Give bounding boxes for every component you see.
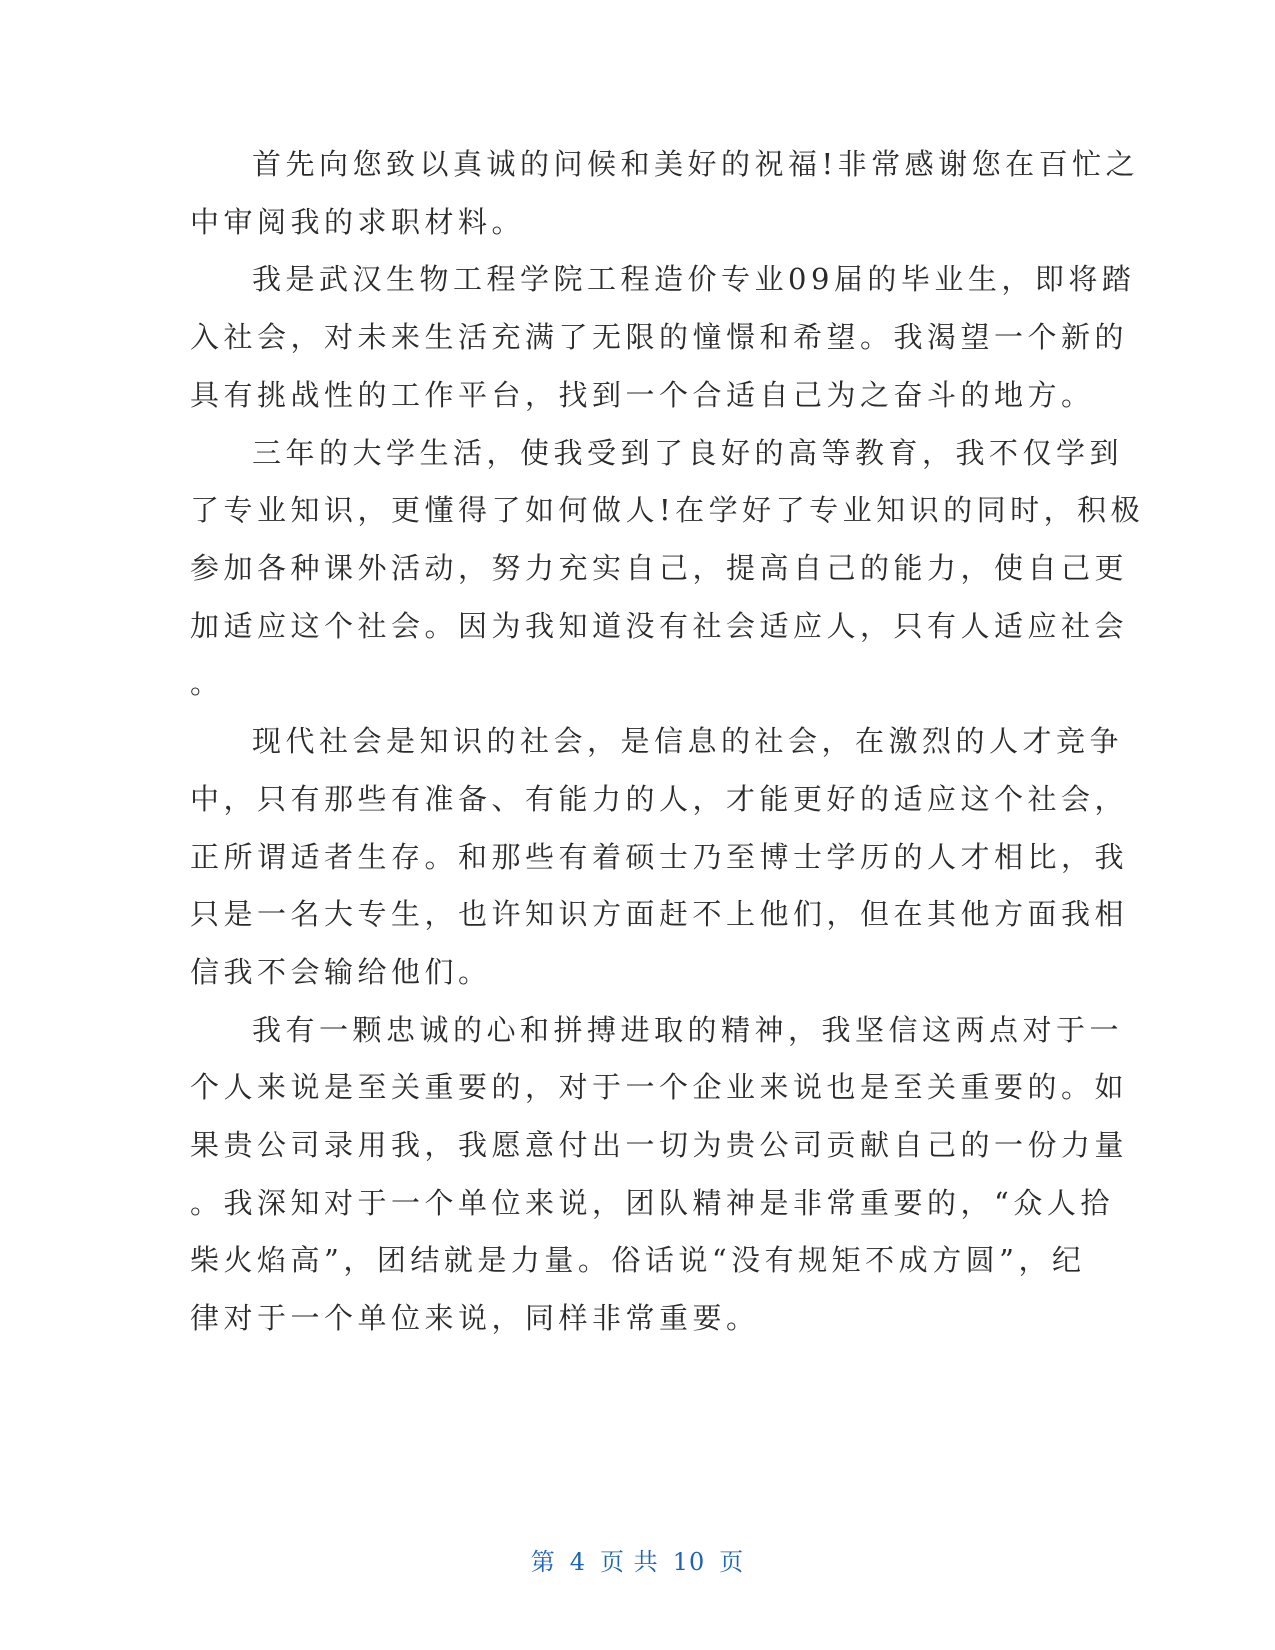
paragraph-1-line-1: 首先向您致以真诚的问候和美好的祝福!非常感谢您在百忙之 — [252, 147, 1140, 181]
paragraph-3-line-5: 。 — [190, 666, 224, 700]
footer-middle: 页 共 — [600, 1548, 659, 1576]
paragraph-4-line-1: 现代社会是知识的社会，是信息的社会，在激烈的人才竞争 — [252, 724, 1124, 758]
paragraph-2-line-3: 具有挑战性的工作平台，找到一个合适自己为之奋斗的地方。 — [190, 378, 1095, 412]
page-number-footer — [0, 1542, 1275, 1577]
paragraph-2-line-2: 入社会，对未来生活充满了无限的憧憬和希望。我渴望一个新的 — [190, 320, 1129, 354]
paragraph-5-line-2: 个人来说是至关重要的，对于一个企业来说也是至关重要的。如 — [190, 1070, 1129, 1104]
footer-suffix: 页 — [719, 1548, 745, 1576]
paragraph-5-line-1: 我有一颗忠诚的心和拼搏进取的精神，我坚信这两点对于一 — [252, 1013, 1124, 1047]
paragraph-3-line-1: 三年的大学生活，使我受到了良好的高等教育，我不仅学到 — [252, 436, 1124, 470]
paragraph-3-line-2: 了专业知识，更懂得了如何做人!在学好了专业知识的同时，积极 — [190, 493, 1145, 527]
paragraph-3-line-4: 加适应这个社会。因为我知道没有社会适应人，只有人适应社会 — [190, 609, 1129, 643]
footer-total-pages: 10 — [672, 1548, 706, 1576]
footer-prefix: 第 — [530, 1548, 556, 1576]
paragraph-3-line-3: 参加各种课外活动，努力充实自己，提高自己的能力，使自己更 — [190, 551, 1129, 585]
paragraph-4-line-3: 正所谓适者生存。和那些有着硕士乃至博士学历的人才相比，我 — [190, 840, 1129, 874]
paragraph-5-line-5: 柴火焰高”，团结就是力量。俗话说“没有规矩不成方圆”，纪 — [190, 1243, 1086, 1277]
paragraph-5-line-6: 律对于一个单位来说，同样非常重要。 — [190, 1301, 760, 1335]
paragraph-1-line-2: 中审阅我的求职材料。 — [190, 205, 526, 239]
paragraph-2-line-1: 我是武汉生物工程学院工程造价专业09届的毕业生，即将踏 — [252, 262, 1136, 296]
paragraph-5-line-3: 果贵公司录用我，我愿意付出一切为贵公司贡献自己的一份力量 — [190, 1128, 1129, 1162]
paragraph-5-line-4: 。我深知对于一个单位来说，团队精神是非常重要的，“众人拾 — [190, 1186, 1114, 1220]
paragraph-4-line-5: 信我不会输给他们。 — [190, 955, 492, 989]
paragraph-4-line-2: 中，只有那些有准备、有能力的人，才能更好的适应这个社会， — [190, 782, 1129, 816]
paragraph-4-line-4: 只是一名大专生，也许知识方面赶不上他们，但在其他方面我相 — [190, 897, 1129, 931]
footer-current-page: 4 — [569, 1548, 587, 1576]
